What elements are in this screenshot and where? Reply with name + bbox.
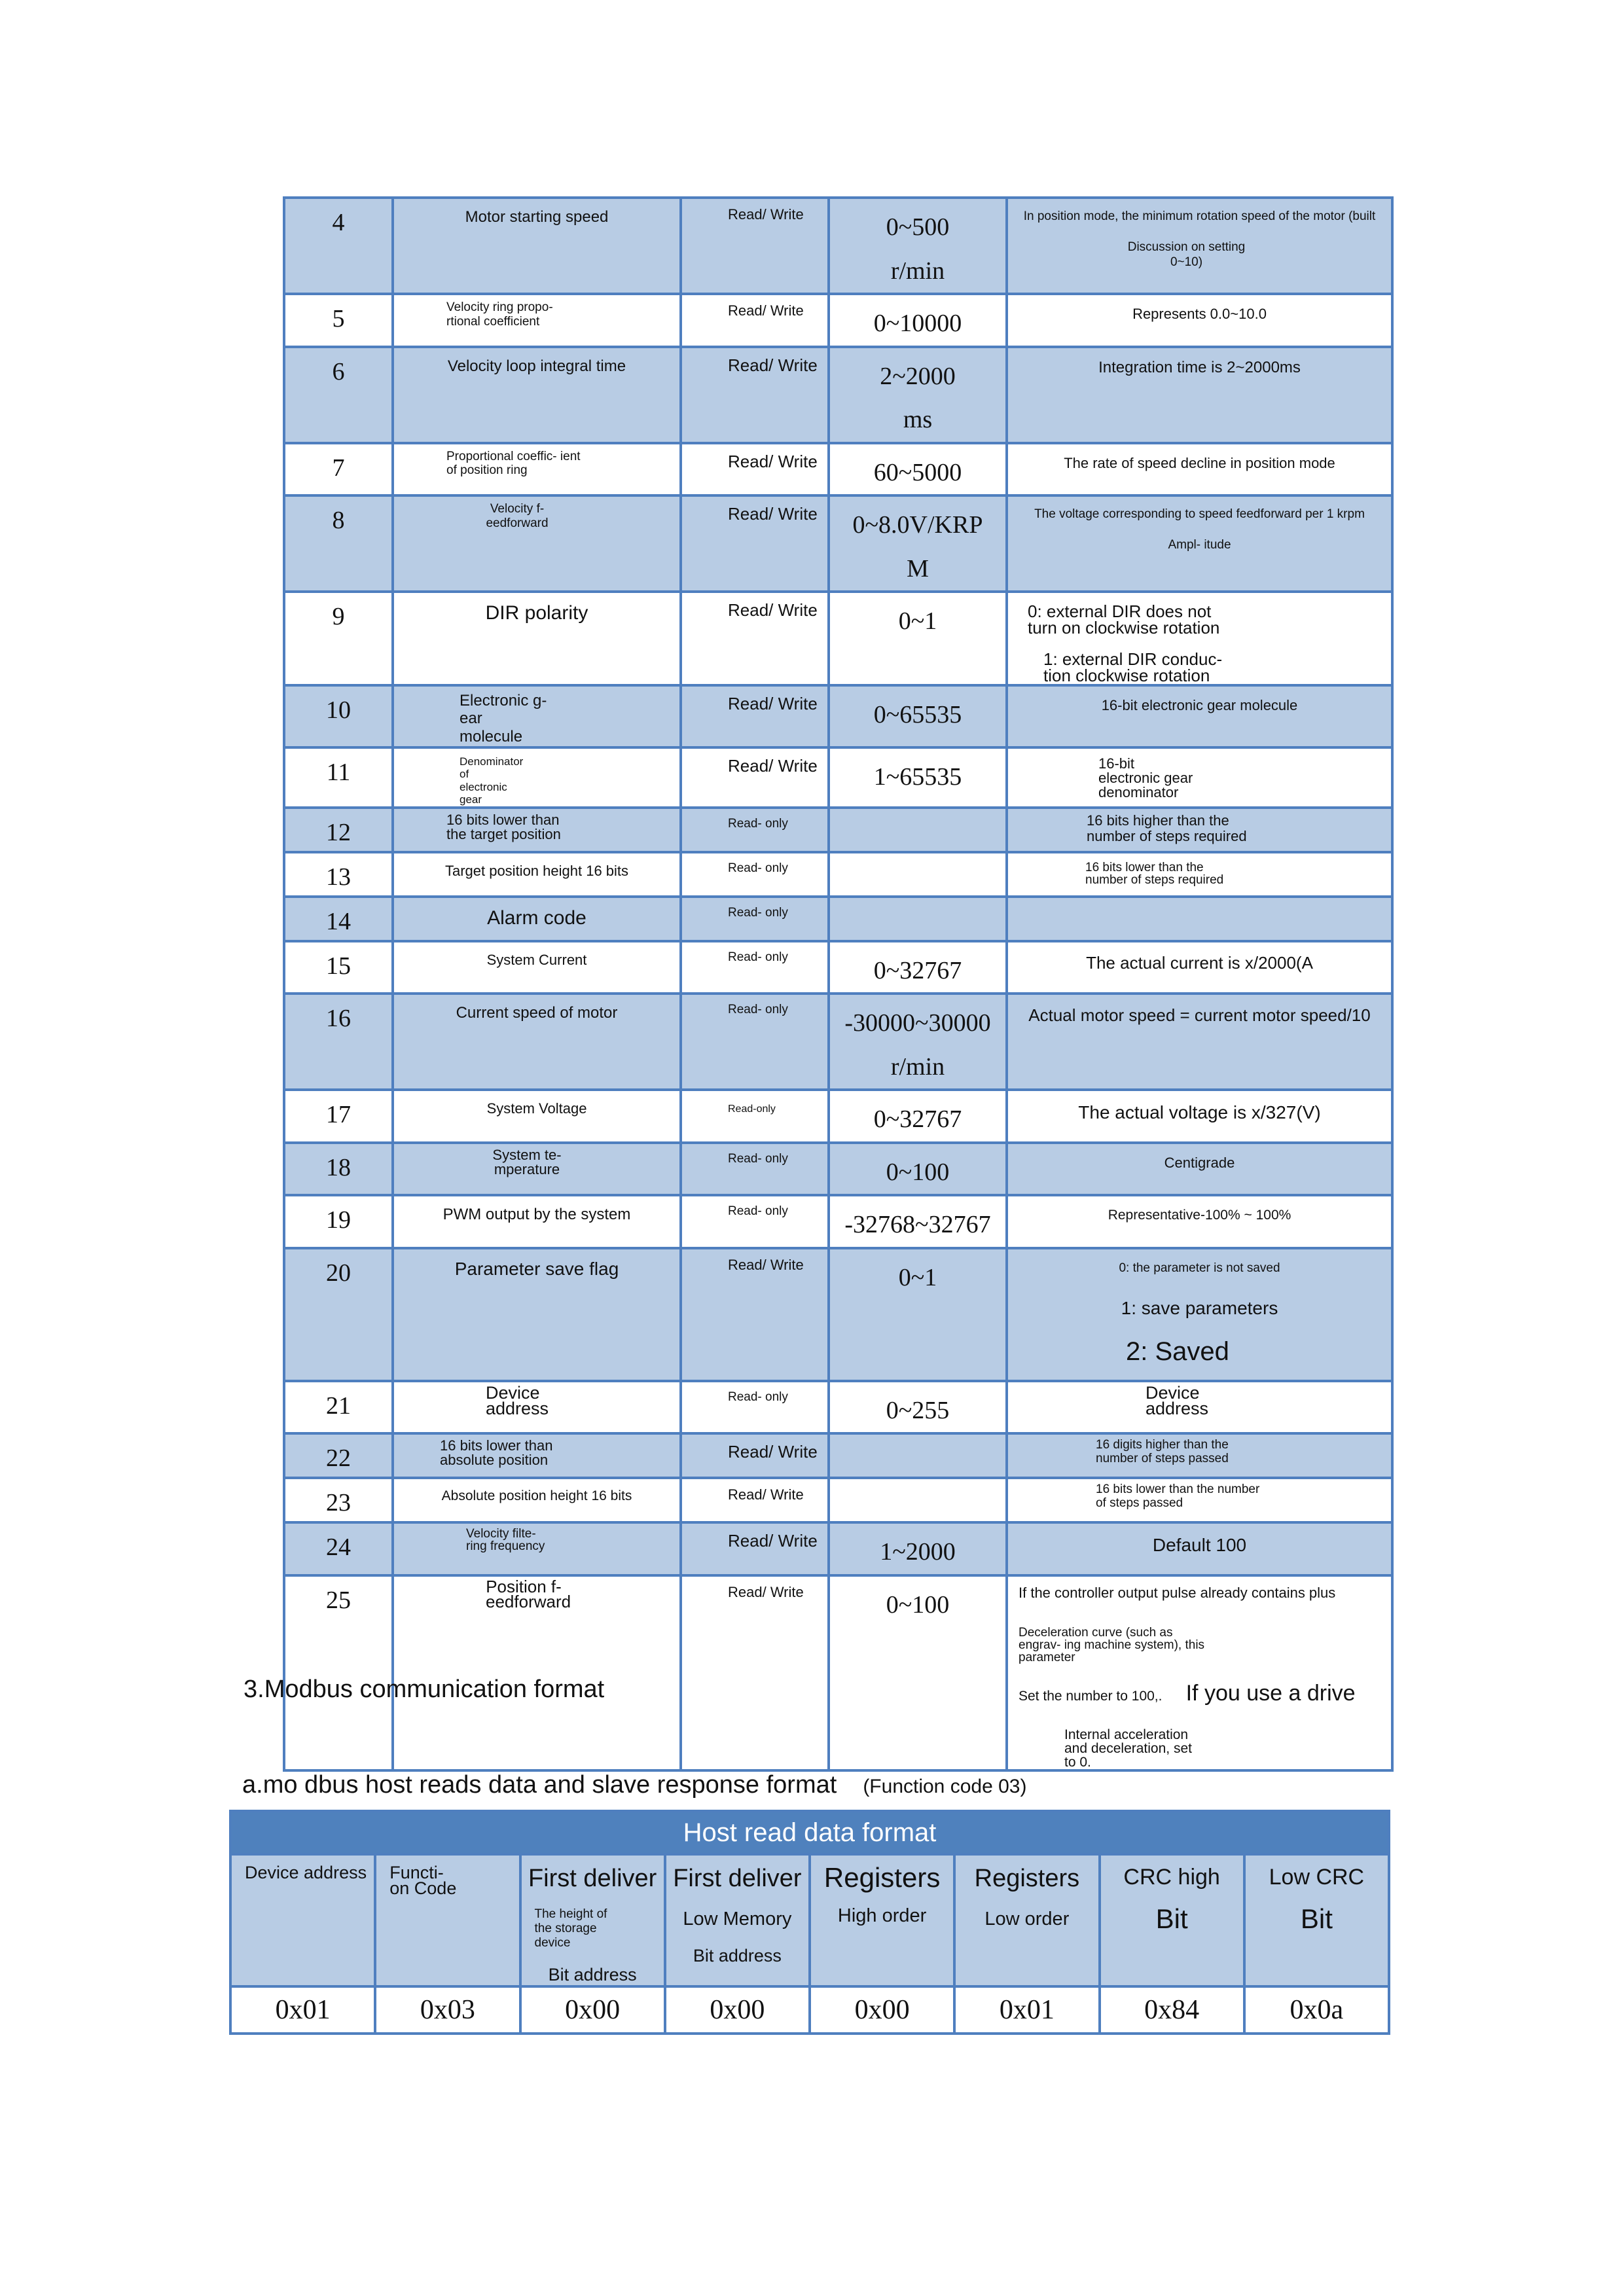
param-range: -30000~30000 r/min	[829, 994, 1007, 1090]
param-range	[829, 808, 1007, 852]
value-crc-low: 0x0a	[1244, 1986, 1389, 2034]
param-description: In position mode, the minimum rotation speed of the motor (built Discussion on setting 0~10)	[1007, 198, 1392, 294]
param-range: 0~1	[829, 1248, 1007, 1381]
param-range: 1~65535	[829, 747, 1007, 808]
param-access: Read/ Write	[681, 294, 829, 347]
param-range	[829, 852, 1007, 897]
param-description: 16 bits lower than the number of steps required	[1007, 852, 1392, 897]
param-access: Read/ Write	[681, 1248, 829, 1381]
param-access: Read- only	[681, 1143, 829, 1196]
param-range: 0~255	[829, 1381, 1007, 1434]
param-description: Default 100	[1007, 1522, 1392, 1575]
param-number: 5	[284, 294, 393, 347]
param-number: 15	[284, 941, 393, 994]
param-description: 16-bit electronic gear denominator	[1007, 747, 1392, 808]
param-number: 7	[284, 443, 393, 496]
param-number: 14	[284, 897, 393, 941]
param-number: 18	[284, 1143, 393, 1196]
header-first-deliver-low: First deliver Low Memory Bit address	[665, 1854, 810, 1986]
param-name: Motor starting speed	[393, 198, 681, 294]
param-description	[1007, 897, 1392, 941]
param-description: If the controller output pulse already contains plus Deceleration curve (such as engrav- ing machine system), this parameter Set the number to 100,. If you use a drive Internal acceleration and deceleration, set to 0.	[1007, 1575, 1392, 1770]
parameter-table	[283, 196, 1394, 1772]
param-number: 4	[284, 198, 393, 294]
param-row	[284, 808, 1392, 852]
modbus-table-title: Host read data format	[230, 1811, 1389, 1854]
param-row	[284, 1195, 1392, 1248]
param-name: Velocity ring propo- rtional coefficient	[393, 294, 681, 347]
param-name: Denominator of electronic gear	[393, 747, 681, 808]
param-name: Velocity loop integral time	[393, 347, 681, 443]
value-device-address: 0x01	[230, 1986, 375, 2034]
param-description: The rate of speed decline in position mode	[1007, 443, 1392, 496]
param-row	[284, 1478, 1392, 1522]
param-number: 16	[284, 994, 393, 1090]
param-range	[829, 1478, 1007, 1522]
param-row	[284, 994, 1392, 1090]
header-first-deliver-high: First deliver The height of the storage device Bit address	[520, 1854, 665, 1986]
param-row	[284, 941, 1392, 994]
param-access: Read/ Write	[681, 1522, 829, 1575]
param-name: System Voltage	[393, 1090, 681, 1143]
param-number: 13	[284, 852, 393, 897]
param-access: Read/ Write	[681, 1575, 829, 1770]
param-row	[284, 852, 1392, 897]
param-range: 0~32767	[829, 941, 1007, 994]
param-range: 0~500 r/min	[829, 198, 1007, 294]
param-range	[829, 1433, 1007, 1478]
param-row	[284, 347, 1392, 443]
param-description: Actual motor speed = current motor speed/10	[1007, 994, 1392, 1090]
param-range: 0~100	[829, 1575, 1007, 1770]
param-access: Read/ Write	[681, 198, 829, 294]
param-number: 25	[284, 1575, 393, 1770]
param-row	[284, 1090, 1392, 1143]
function-code-note: (Function code 03)	[863, 1776, 1027, 1797]
param-number: 9	[284, 592, 393, 685]
param-row	[284, 495, 1392, 592]
header-function-code: Functi- on Code	[375, 1854, 520, 1986]
param-row	[284, 1248, 1392, 1381]
value-crc-high: 0x84	[1100, 1986, 1244, 2034]
param-number: 17	[284, 1090, 393, 1143]
param-number: 12	[284, 808, 393, 852]
param-access: Read/ Write	[681, 685, 829, 747]
param-number: 24	[284, 1522, 393, 1575]
param-range: 0~1	[829, 592, 1007, 685]
param-description: The actual current is x/2000(A	[1007, 941, 1392, 994]
param-number: 6	[284, 347, 393, 443]
param-name: System Current	[393, 941, 681, 994]
param-description: 16 digits higher than the number of steps passed	[1007, 1433, 1392, 1478]
param-row	[284, 592, 1392, 685]
param-description: The voltage corresponding to speed feedforward per 1 krpm Ampl- itude	[1007, 495, 1392, 592]
param-row	[284, 685, 1392, 747]
param-row	[284, 198, 1392, 294]
param-name: Parameter save flag	[393, 1248, 681, 1381]
modbus-format-table	[229, 1810, 1390, 2035]
header-device-address: Device address	[230, 1854, 375, 1986]
param-name: Alarm code	[393, 897, 681, 941]
param-number: 22	[284, 1433, 393, 1478]
param-row	[284, 294, 1392, 347]
param-access: Read/ Write	[681, 747, 829, 808]
param-range: 1~2000	[829, 1522, 1007, 1575]
param-name: Proportional coeffic- ient of position ring	[393, 443, 681, 496]
section-heading: 3.Modbus communication format	[244, 1676, 605, 1703]
param-number: 20	[284, 1248, 393, 1381]
subsection-heading	[242, 1771, 1026, 1799]
param-access: Read- only	[681, 994, 829, 1090]
param-description: Integration time is 2~2000ms	[1007, 347, 1392, 443]
value-registers-high: 0x00	[810, 1986, 954, 2034]
param-row	[284, 1433, 1392, 1478]
param-number: 8	[284, 495, 393, 592]
param-name: PWM output by the system	[393, 1195, 681, 1248]
param-description: Represents 0.0~10.0	[1007, 294, 1392, 347]
param-access: Read- only	[681, 1195, 829, 1248]
param-access: Read/ Write	[681, 347, 829, 443]
param-description: 16-bit electronic gear molecule	[1007, 685, 1392, 747]
param-row	[284, 897, 1392, 941]
param-access: Read/ Write	[681, 592, 829, 685]
param-name: 16 bits lower than the target position	[393, 808, 681, 852]
param-description: 0: external DIR does not turn on clockwise rotation 1: external DIR conduc- tion clockwise rotation	[1007, 592, 1392, 685]
param-name: System te- mperature	[393, 1143, 681, 1196]
param-access: Read- only	[681, 1381, 829, 1434]
param-range: 0~10000	[829, 294, 1007, 347]
param-description: Centigrade	[1007, 1143, 1392, 1196]
param-number: 11	[284, 747, 393, 808]
param-row	[284, 1575, 1392, 1770]
subsection-title: a.mo dbus host reads data and slave response format	[242, 1771, 837, 1799]
param-range: 0~65535	[829, 685, 1007, 747]
param-range: 2~2000 ms	[829, 347, 1007, 443]
param-access: Read- only	[681, 897, 829, 941]
param-range	[829, 897, 1007, 941]
header-registers-low: Registers Low order	[954, 1854, 1099, 1986]
value-first-deliver-low: 0x00	[665, 1986, 810, 2034]
value-function-code: 0x03	[375, 1986, 520, 2034]
param-name: Device address	[393, 1381, 681, 1434]
param-range: 0~8.0V/KRP M	[829, 495, 1007, 592]
param-number: 23	[284, 1478, 393, 1522]
param-row	[284, 443, 1392, 496]
param-row	[284, 1522, 1392, 1575]
param-range: 60~5000	[829, 443, 1007, 496]
param-row	[284, 1381, 1392, 1434]
param-range: -32768~32767	[829, 1195, 1007, 1248]
param-name: Target position height 16 bits	[393, 852, 681, 897]
param-number: 21	[284, 1381, 393, 1434]
param-range: 0~100	[829, 1143, 1007, 1196]
param-name: Velocity filte- ring frequency	[393, 1522, 681, 1575]
param-range: 0~32767	[829, 1090, 1007, 1143]
header-crc-low: Low CRC Bit	[1244, 1854, 1389, 1986]
param-name: Absolute position height 16 bits	[393, 1478, 681, 1522]
param-row	[284, 1143, 1392, 1196]
header-crc-high: CRC high Bit	[1100, 1854, 1244, 1986]
param-description: 16 bits lower than the number of steps passed	[1007, 1478, 1392, 1522]
param-access: Read/ Write	[681, 1478, 829, 1522]
param-name: DIR polarity	[393, 592, 681, 685]
param-number: 10	[284, 685, 393, 747]
param-description: Representative-100% ~ 100%	[1007, 1195, 1392, 1248]
param-row	[284, 747, 1392, 808]
value-registers-low: 0x01	[954, 1986, 1099, 2034]
param-name: Current speed of motor	[393, 994, 681, 1090]
param-access: Read- only	[681, 941, 829, 994]
param-name: 16 bits lower than absolute position	[393, 1433, 681, 1478]
param-name: Position f- eedforward	[393, 1575, 681, 1770]
header-registers-high: Registers High order	[810, 1854, 954, 1986]
param-description: Device address	[1007, 1381, 1392, 1434]
param-access: Read/ Write	[681, 495, 829, 592]
param-description: 0: the parameter is not saved 1: save parameters 2: Saved	[1007, 1248, 1392, 1381]
param-name: Electronic g- ear molecule	[393, 685, 681, 747]
param-description: 16 bits higher than the number of steps required	[1007, 808, 1392, 852]
value-first-deliver-high: 0x00	[520, 1986, 665, 2034]
param-access: Read-only	[681, 1090, 829, 1143]
param-name: Velocity f- eedforward	[393, 495, 681, 592]
param-access: Read/ Write	[681, 1433, 829, 1478]
param-description: The actual voltage is x/327(V)	[1007, 1090, 1392, 1143]
param-number: 19	[284, 1195, 393, 1248]
param-access: Read/ Write	[681, 443, 829, 496]
param-access: Read- only	[681, 808, 829, 852]
param-access: Read- only	[681, 852, 829, 897]
